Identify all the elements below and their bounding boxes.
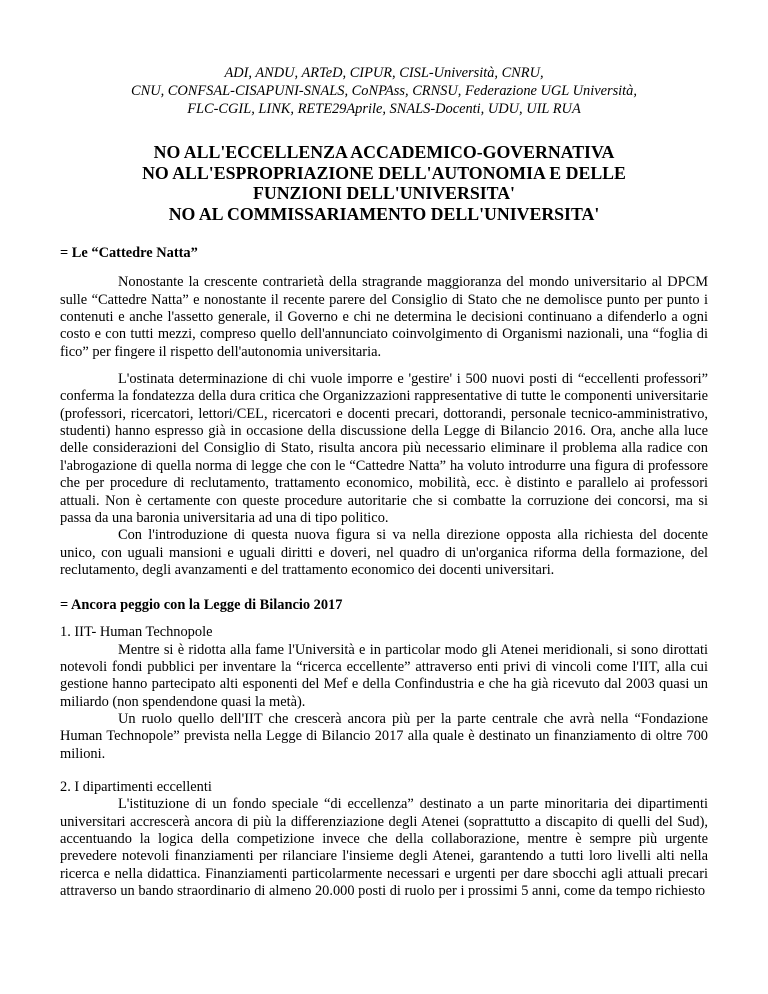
paragraph: Nonostante la crescente contrarietà della stragrande maggioranza del mondo universitario al DPCM sulle “Cattedre Natta” e nonostante il recente parere del Consiglio di Stato che ne demolisce punto per punto i contenuti e anche l'assetto generale, il Governo e chi ne determina le decisioni continuano a difenderlo a ogni costo e con tutti mezzi, compreso quello dell'annunciato coinvolgimento di Organismi nazionali, una “foglia di fico” per fingere il rispetto dell'autonomia universitaria.: [60, 274, 708, 360]
organizations-list: [60, 64, 708, 118]
title-line: FUNZIONI DELL'UNIVERSITA': [253, 183, 515, 204]
title-line: NO ALL'ESPROPRIAZIONE DELL'AUTONOMIA E DELLE: [142, 162, 626, 183]
document-page: [60, 0, 708, 900]
paragraph: Con l'introduzione di questa nuova figura si va nella direzione opposta alla richiesta del docente unico, con uguali mansioni e uguali diritti e doveri, nel quadro di un'organica riforma della formazione, del reclutamento, degli avanzamenti e del trattamento economico dei docenti universitari.: [60, 527, 708, 578]
document-title: [60, 142, 708, 224]
paragraph: L'ostinata determinazione di chi vuole imporre e 'gestire' i 500 nuovi posti di “eccellenti professori” conferma la fondatezza della dura critica che Organizzazioni rappresentative di tutte le componenti universitarie (professori, ricercatori, lettori/CEL, ricercatori e docenti precari, dottorandi, personale tecnico-amministrativo, studenti) hanno espresso già in occasione della discussione della Legge di Bilancio 2016. Ora, anche alla luce delle considerazioni del Consiglio di Stato, risulta ancora più necessario eliminare il problema alla radice con l'abrogazione di quella norma di legge che con le “Cattedre Natta” ha voluto introdurre una figura di professore che per procedure di reclutamento, trattamento economico, mobilità, ecc. è distinto e parallelo ai professori attuali. Non è certamente con queste procedure autoritarie che si combatte la corruzione dei concorsi, ma si passa da una baronia universitaria ad una di tipo politico.: [60, 371, 708, 526]
organizations-line: CNU, CONFSAL-CISAPUNI-SNALS, CoNPAss, CRNSU, Federazione UGL Università,: [131, 83, 637, 99]
organizations-line: ADI, ANDU, ARTeD, CIPUR, CISL-Università, CNRU,: [224, 65, 544, 81]
title-line: NO ALL'ECCELLENZA ACCADEMICO-GOVERNATIVA: [153, 142, 615, 162]
organizations-line: FLC-CGIL, LINK, RETE29Aprile, SNALS-Docenti, UDU, UIL RUA: [187, 101, 581, 117]
paragraph: L'istituzione di un fondo speciale “di eccellenza” destinato a un parte minoritaria dei dipartimenti universitari accrescerà ancora di più la differenziazione degli Atenei (soprattutto a discapito di quelli del Sud), accentuando la logica della competizione invece che della collaborazione, mentre è sempre più urgente prevedere notevoli finanziamenti per rilanciare l'insieme degli Atenei, garantendo a tutti loro livelli alti nella ricerca e nella didattica. Finanziamenti particolarmente necessari e urgenti per dare sbocchi agli attuali precari attraverso un bando straordinario di almeno 20.000 posti di ruolo per i prossimi 5 anni, come da tempo richiesto: [60, 796, 708, 900]
paragraph: Mentre si è ridotta alla fame l'Università e in particolar modo gli Atenei meridionali, si sono dirottati notevoli fondi pubblici per inventare la “ricerca eccellente” attraverso enti privi di vincoli come l'IIT, alla cui gestione hanno partecipato alti esponenti del Mef e della Confindustria e che ha già ricevuto dal 2003 quasi un miliardo (non spendendone quasi la metà).: [60, 641, 708, 710]
subsection-heading-iit: 1. IIT- Human Technopole: [60, 624, 213, 641]
section-heading-cattedre-natta: = Le “Cattedre Natta”: [60, 245, 198, 262]
title-line: NO AL COMMISSARIAMENTO DELL'UNIVERSITA': [168, 203, 600, 224]
paragraph: Un ruolo quello dell'IIT che crescerà ancora più per la parte centrale che avrà nella “Fondazione Human Technopole” prevista nella Legge di Bilancio 2017 alla quale è destinato un finanziamento di oltre 700 milioni.: [60, 710, 708, 762]
section-heading-legge-bilancio: = Ancora peggio con la Legge di Bilancio 2017: [60, 597, 343, 614]
subsection-heading-dipartimenti: 2. I dipartimenti eccellenti: [60, 778, 212, 795]
